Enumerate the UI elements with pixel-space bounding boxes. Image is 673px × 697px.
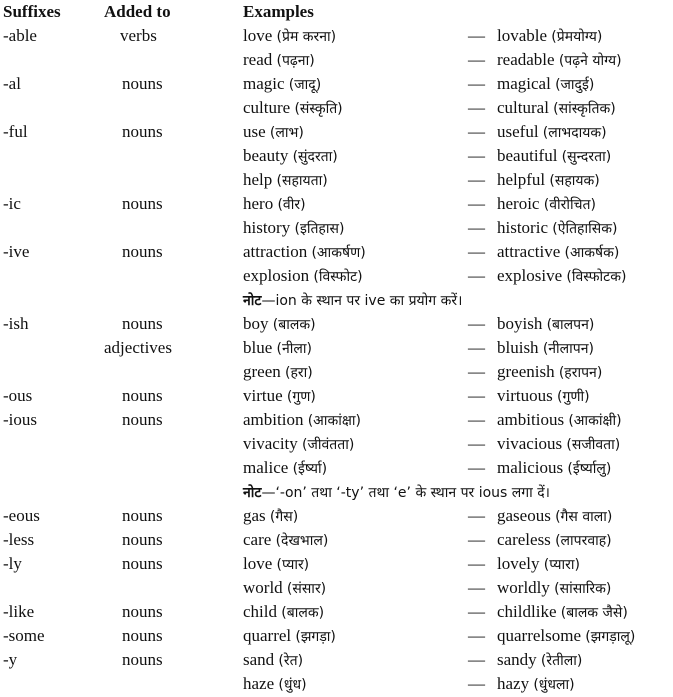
base-hindi: (बालक) xyxy=(272,317,316,333)
base-word xyxy=(243,120,304,145)
derived-hindi: (ईर्ष्यालु) xyxy=(567,461,612,477)
derived-english: childlike xyxy=(497,602,557,621)
base-word xyxy=(243,48,315,73)
derived-word xyxy=(497,168,600,193)
table-row xyxy=(0,264,673,288)
derived-word xyxy=(497,408,622,433)
note-text: —‘-on’ तथा ‘-ty’ तथा ‘e’ के स्थान पर ious लगा दें। xyxy=(261,485,550,501)
derived-hindi: (लापरवाह) xyxy=(555,533,612,549)
derived-hindi: (ऐतिहासिक) xyxy=(552,221,618,237)
suffix: -ic xyxy=(3,194,21,213)
added-to: nouns xyxy=(122,122,163,141)
header-examples: Examples xyxy=(243,2,314,21)
dash: — xyxy=(468,602,485,621)
base-hindi: (लाभ) xyxy=(269,125,304,141)
added-to: nouns xyxy=(122,602,163,621)
base-english: haze xyxy=(243,674,275,693)
table-row xyxy=(0,456,673,480)
derived-word xyxy=(497,600,628,625)
base-word xyxy=(243,408,361,433)
base-hindi: (गुण) xyxy=(286,389,316,405)
base-english: love xyxy=(243,554,273,573)
base-hindi: (नीला) xyxy=(276,341,312,357)
base-english: green xyxy=(243,362,281,381)
base-hindi: (आकांक्षा) xyxy=(307,413,361,429)
table-row xyxy=(0,408,673,432)
derived-hindi: (सहायक) xyxy=(549,173,600,189)
base-word xyxy=(243,600,324,625)
derived-english: vivacious xyxy=(497,434,563,453)
base-english: explosion xyxy=(243,266,310,285)
derived-word xyxy=(497,144,611,169)
base-english: help xyxy=(243,170,273,189)
dash: — xyxy=(468,218,485,237)
base-english: boy xyxy=(243,314,269,333)
added-to: nouns xyxy=(122,314,163,333)
derived-english: malicious xyxy=(497,458,564,477)
base-hindi: (प्यार) xyxy=(276,557,310,573)
added-to: nouns xyxy=(122,194,163,213)
dash: — xyxy=(468,530,485,549)
derived-word xyxy=(497,624,635,649)
base-word xyxy=(243,336,312,361)
derived-word xyxy=(497,456,611,481)
base-word xyxy=(243,24,336,49)
derived-word xyxy=(497,648,582,673)
derived-word xyxy=(497,672,575,697)
table-row xyxy=(0,24,673,48)
base-hindi: (विस्फोट) xyxy=(313,269,363,285)
dash: — xyxy=(468,458,485,477)
suffix: -ous xyxy=(3,386,33,405)
header-added-to: Added to xyxy=(104,2,171,21)
table-row xyxy=(0,168,673,192)
note-label: नोट xyxy=(243,293,262,309)
note-text: —ion के स्थान पर ive का प्रयोग करें। xyxy=(261,293,463,309)
note xyxy=(243,288,462,313)
dash: — xyxy=(468,50,485,69)
base-hindi: (गैस) xyxy=(269,509,299,525)
table-row xyxy=(0,96,673,120)
added-to: nouns xyxy=(122,506,163,525)
base-hindi: (धुंध) xyxy=(278,677,307,693)
dash: — xyxy=(468,674,485,693)
base-english: ambition xyxy=(243,410,304,429)
derived-english: readable xyxy=(497,50,555,69)
base-english: vivacity xyxy=(243,434,298,453)
base-word xyxy=(243,216,344,241)
base-word xyxy=(243,312,316,337)
added-to: nouns xyxy=(122,530,163,549)
dash: — xyxy=(468,194,485,213)
derived-hindi: (रेतीला) xyxy=(540,653,583,669)
base-hindi: (प्रेम करना) xyxy=(276,29,337,45)
note-label: नोट xyxy=(243,485,262,501)
base-english: culture xyxy=(243,98,291,117)
suffix: -less xyxy=(3,530,35,549)
base-word xyxy=(243,144,338,169)
base-word xyxy=(243,552,309,577)
base-hindi: (झगड़ा) xyxy=(295,629,336,645)
base-word xyxy=(243,576,326,601)
derived-word xyxy=(497,360,602,385)
derived-hindi: (सांस्कृतिक) xyxy=(553,101,616,117)
table-row xyxy=(0,240,673,264)
base-word xyxy=(243,72,321,97)
base-hindi: (सुंदरता) xyxy=(292,149,338,165)
base-word xyxy=(243,504,298,529)
dash: — xyxy=(468,362,485,381)
derived-hindi: (लाभदायक) xyxy=(542,125,607,141)
dash: — xyxy=(468,314,485,333)
suffix: -ive xyxy=(3,242,30,261)
dash: — xyxy=(468,170,485,189)
base-english: love xyxy=(243,26,273,45)
derived-english: greenish xyxy=(497,362,555,381)
derived-hindi: (पढ़ने योग्य) xyxy=(558,53,622,69)
derived-word xyxy=(497,312,594,337)
derived-word xyxy=(497,96,616,121)
base-english: care xyxy=(243,530,272,549)
table-row xyxy=(0,336,673,360)
base-english: virtue xyxy=(243,386,283,405)
note-row xyxy=(0,480,673,504)
table-row xyxy=(0,672,673,696)
suffix: -y xyxy=(3,650,18,669)
derived-word xyxy=(497,528,612,553)
dash: — xyxy=(468,146,485,165)
derived-hindi: (प्रेमयोग्य) xyxy=(551,29,603,45)
table-row xyxy=(0,624,673,648)
base-english: history xyxy=(243,218,291,237)
derived-english: hazy xyxy=(497,674,530,693)
derived-word xyxy=(497,336,594,361)
derived-english: beautiful xyxy=(497,146,558,165)
derived-english: ambitious xyxy=(497,410,565,429)
derived-hindi: (बालक जैसे) xyxy=(560,605,628,621)
derived-hindi: (हरापन) xyxy=(558,365,603,381)
derived-english: gaseous xyxy=(497,506,551,525)
base-hindi: (आकर्षण) xyxy=(311,245,366,261)
derived-english: worldly xyxy=(497,578,550,597)
base-hindi: (हरा) xyxy=(285,365,313,381)
derived-hindi: (सुन्दरता) xyxy=(561,149,612,165)
table-row xyxy=(0,528,673,552)
derived-word xyxy=(497,552,580,577)
derived-english: magical xyxy=(497,74,551,93)
derived-english: explosive xyxy=(497,266,563,285)
suffix: -ly xyxy=(3,554,22,573)
base-word xyxy=(243,648,303,673)
base-hindi: (सहायता) xyxy=(276,173,328,189)
derived-hindi: (जादुई) xyxy=(555,77,595,93)
added-to: nouns xyxy=(122,386,163,405)
dash: — xyxy=(468,122,485,141)
note-row xyxy=(0,288,673,312)
base-hindi: (देखभाल) xyxy=(275,533,329,549)
table-row xyxy=(0,600,673,624)
derived-english: attractive xyxy=(497,242,561,261)
dash: — xyxy=(468,74,485,93)
table-row xyxy=(0,432,673,456)
base-english: quarrel xyxy=(243,626,292,645)
derived-hindi: (गैस वाला) xyxy=(555,509,613,525)
dash: — xyxy=(468,506,485,525)
derived-word xyxy=(497,120,607,145)
suffix: -eous xyxy=(3,506,40,525)
base-english: world xyxy=(243,578,283,597)
derived-english: historic xyxy=(497,218,548,237)
derived-word xyxy=(497,240,619,265)
derived-english: cultural xyxy=(497,98,549,117)
base-word xyxy=(243,168,328,193)
suffix: -ish xyxy=(3,314,29,333)
derived-hindi: (आकांक्षी) xyxy=(568,413,622,429)
derived-word xyxy=(497,72,594,97)
derived-hindi: (धुंधला) xyxy=(533,677,575,693)
derived-word xyxy=(497,24,602,49)
derived-english: bluish xyxy=(497,338,539,357)
suffix: -able xyxy=(3,26,37,45)
derived-word xyxy=(497,384,590,409)
derived-word xyxy=(497,192,596,217)
dash: — xyxy=(468,266,485,285)
derived-english: lovely xyxy=(497,554,540,573)
derived-hindi: (झगड़ालू) xyxy=(585,629,636,645)
derived-word xyxy=(497,576,611,601)
base-english: blue xyxy=(243,338,273,357)
base-english: malice xyxy=(243,458,289,477)
derived-english: boyish xyxy=(497,314,543,333)
table-header xyxy=(0,0,673,24)
dash: — xyxy=(468,410,485,429)
derived-hindi: (सजीवता) xyxy=(566,437,621,453)
base-word xyxy=(243,432,354,457)
dash: — xyxy=(468,98,485,117)
added-to: verbs xyxy=(120,26,157,45)
table-row xyxy=(0,216,673,240)
base-hindi: (वीर) xyxy=(277,197,306,213)
derived-word xyxy=(497,48,622,73)
derived-word xyxy=(497,216,617,241)
table-row xyxy=(0,144,673,168)
table-row xyxy=(0,312,673,336)
base-english: gas xyxy=(243,506,266,525)
derived-hindi: (वीरोचित) xyxy=(543,197,596,213)
added-to: nouns xyxy=(122,410,163,429)
suffix: -like xyxy=(3,602,35,621)
suffix: -ious xyxy=(3,410,37,429)
base-word xyxy=(243,672,307,697)
derived-english: heroic xyxy=(497,194,540,213)
derived-word xyxy=(497,264,626,289)
table-row xyxy=(0,360,673,384)
derived-word xyxy=(497,504,612,529)
added-to: nouns xyxy=(122,242,163,261)
note xyxy=(243,480,550,505)
base-hindi: (बालक) xyxy=(281,605,325,621)
derived-hindi: (बालपन) xyxy=(546,317,595,333)
dash: — xyxy=(468,578,485,597)
table-row xyxy=(0,552,673,576)
derived-hindi: (विस्फोटक) xyxy=(566,269,627,285)
derived-hindi: (गुणी) xyxy=(556,389,590,405)
dash: — xyxy=(468,26,485,45)
table-row xyxy=(0,384,673,408)
suffix: -ful xyxy=(3,122,28,141)
base-hindi: (जीवंतता) xyxy=(302,437,355,453)
base-english: hero xyxy=(243,194,274,213)
derived-hindi: (आकर्षक) xyxy=(564,245,620,261)
derived-english: useful xyxy=(497,122,539,141)
table-row xyxy=(0,648,673,672)
base-hindi: (ईर्ष्या) xyxy=(292,461,328,477)
base-hindi: (रेत) xyxy=(278,653,304,669)
dash: — xyxy=(468,650,485,669)
suffix: -some xyxy=(3,626,45,645)
dash: — xyxy=(468,626,485,645)
base-english: sand xyxy=(243,650,275,669)
base-word xyxy=(243,192,306,217)
derived-word xyxy=(497,432,620,457)
dash: — xyxy=(468,434,485,453)
base-english: attraction xyxy=(243,242,308,261)
derived-hindi: (प्यारा) xyxy=(543,557,580,573)
base-word xyxy=(243,264,363,289)
table-row xyxy=(0,120,673,144)
base-word xyxy=(243,360,313,385)
dash: — xyxy=(468,338,485,357)
base-word xyxy=(243,624,336,649)
table-row xyxy=(0,192,673,216)
base-hindi: (इतिहास) xyxy=(294,221,345,237)
added-to: nouns xyxy=(122,626,163,645)
derived-english: careless xyxy=(497,530,551,549)
base-word xyxy=(243,240,366,265)
table-row xyxy=(0,48,673,72)
derived-english: sandy xyxy=(497,650,537,669)
derived-english: virtuous xyxy=(497,386,553,405)
derived-english: helpful xyxy=(497,170,546,189)
added-to: nouns xyxy=(122,554,163,573)
derived-hindi: (सांसारिक) xyxy=(554,581,612,597)
base-hindi: (जादू) xyxy=(288,77,322,93)
derived-english: quarrelsome xyxy=(497,626,582,645)
table-row xyxy=(0,576,673,600)
table-row xyxy=(0,72,673,96)
dash: — xyxy=(468,242,485,261)
base-word xyxy=(243,528,328,553)
base-english: read xyxy=(243,50,273,69)
base-word xyxy=(243,96,343,121)
suffix: -al xyxy=(3,74,21,93)
added-to: nouns xyxy=(122,650,163,669)
header-suffixes: Suffixes xyxy=(3,2,61,21)
base-english: child xyxy=(243,602,277,621)
base-english: magic xyxy=(243,74,285,93)
dash: — xyxy=(468,554,485,573)
derived-english: lovable xyxy=(497,26,548,45)
table-row xyxy=(0,504,673,528)
base-english: beauty xyxy=(243,146,289,165)
base-hindi: (संस्कृति) xyxy=(294,101,343,117)
dash: — xyxy=(468,386,485,405)
added-to: adjectives xyxy=(104,338,172,357)
base-english: use xyxy=(243,122,266,141)
base-word xyxy=(243,456,327,481)
base-hindi: (संसार) xyxy=(286,581,327,597)
base-hindi: (पढ़ना) xyxy=(276,53,315,69)
derived-hindi: (नीलापन) xyxy=(542,341,594,357)
base-word xyxy=(243,384,316,409)
added-to: nouns xyxy=(122,74,163,93)
